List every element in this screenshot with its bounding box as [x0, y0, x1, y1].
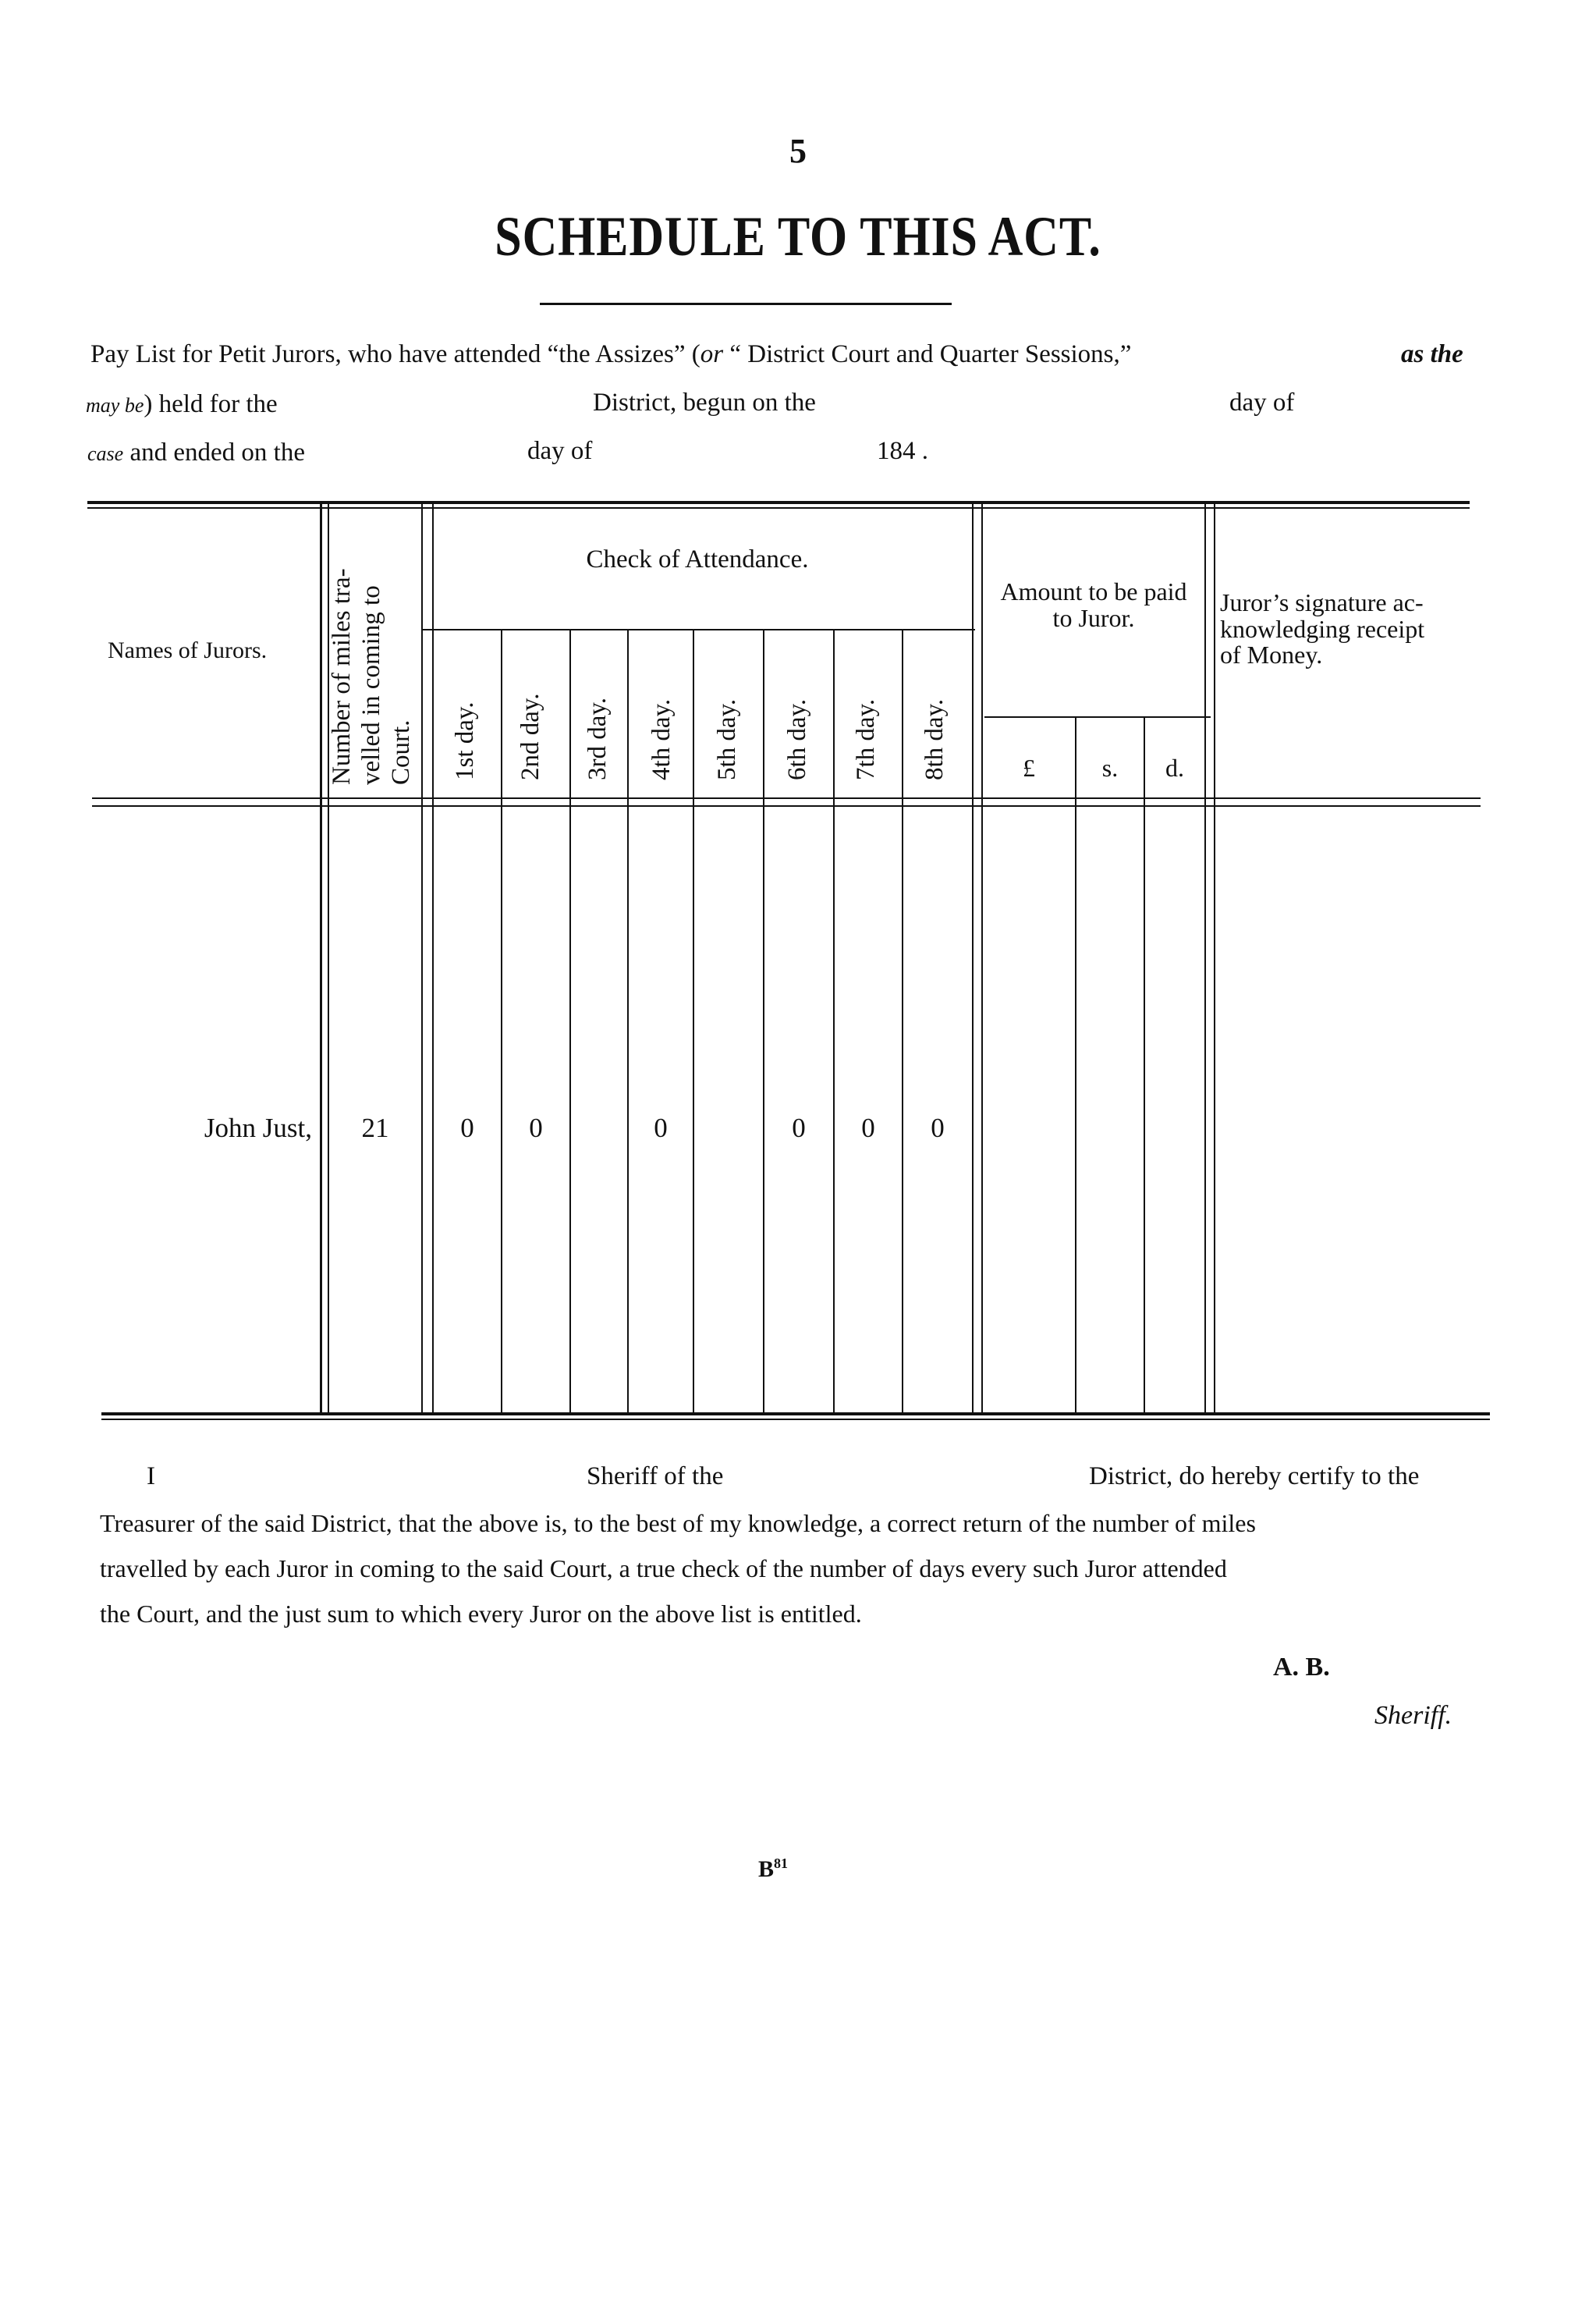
signer-title: Sheriff. — [1374, 1701, 1452, 1730]
table-bottom-rule — [101, 1412, 1490, 1415]
vline-day8-2 — [981, 504, 983, 1415]
certificate-line-3: travelled by each Juror in coming to the said Court, a true check of the number of days every such Juror attended — [100, 1554, 1227, 1582]
header-amount — [983, 579, 1204, 631]
preamble-or: or — [700, 340, 724, 368]
day-1-check: 0 — [460, 1113, 474, 1143]
juror-name: John Just, — [204, 1113, 312, 1143]
vline-day7 — [902, 629, 903, 1415]
header-names-of-jurors: Names of Jurors. — [108, 637, 268, 663]
header-amount-line-2: to Juror. — [1052, 603, 1135, 632]
header-day-7: 7th day. — [852, 698, 880, 780]
vline-day6 — [833, 629, 835, 1415]
header-signature-line-1: Juror’s signature ac- — [1220, 588, 1424, 616]
table-top-rule-2 — [87, 507, 1470, 509]
vline-day2 — [569, 629, 571, 1415]
header-day-1: 1st day. — [451, 701, 479, 780]
vline-day3 — [627, 629, 629, 1415]
header-day-3: 3rd day. — [583, 698, 612, 780]
vline-day1 — [501, 629, 502, 1415]
preamble-year: 184 . — [877, 437, 928, 465]
header-check-of-attendance: Check of Attendance. — [586, 545, 809, 574]
preamble-held-for: ) held for the — [144, 390, 278, 418]
preamble-day-of: day of — [1229, 389, 1295, 417]
margin-case: case — [87, 442, 124, 465]
header-day-5: 5th day. — [713, 698, 741, 780]
day-2-check: 0 — [529, 1113, 543, 1143]
header-pounds: £ — [1023, 754, 1035, 782]
footer-signature-mark — [758, 1856, 788, 1883]
vline-day4 — [693, 629, 694, 1415]
day-8-check: 0 — [931, 1113, 945, 1143]
day-4-check: 0 — [654, 1113, 668, 1143]
vline-pence — [1204, 504, 1206, 1415]
vline-shillings — [1144, 716, 1145, 1415]
vline-day5 — [763, 629, 764, 1415]
certificate-line-4: the Court, and the just sum to which every Juror on the above list is entitled. — [100, 1600, 862, 1628]
table-bottom-rule-2 — [101, 1419, 1490, 1420]
attendance-subrule — [423, 629, 975, 630]
vline-day8 — [972, 504, 974, 1415]
header-rule — [92, 797, 1481, 799]
header-signature — [1220, 590, 1485, 669]
vline-miles-2 — [432, 504, 434, 1415]
page-number: 5 — [789, 132, 807, 170]
vline-names — [320, 504, 322, 1415]
title-rule — [540, 303, 952, 305]
table-top-rule — [87, 501, 1470, 504]
preamble-text: Pay List for Petit Jurors, who have attended “the Assizes” ( — [90, 340, 700, 368]
header-signature-line-2: knowledging receipt — [1220, 614, 1425, 643]
amount-subrule — [984, 716, 1211, 718]
preamble-as-the: as the — [1401, 340, 1463, 368]
preamble-day-of-2: day of — [527, 437, 593, 465]
preamble-line-3 — [87, 440, 305, 466]
certificate-sheriff-of: Sheriff of the — [587, 1462, 724, 1490]
header-day-6: 6th day. — [783, 698, 811, 780]
page-title: SCHEDULE TO THIS ACT. — [495, 205, 1101, 268]
vline-miles — [421, 504, 423, 1415]
vline-pounds — [1075, 716, 1076, 1415]
preamble-line-2 — [86, 392, 278, 417]
juror-miles: 21 — [361, 1113, 389, 1143]
vline-pence-2 — [1214, 504, 1215, 1415]
header-shillings: s. — [1101, 754, 1119, 782]
signer-initials: A. B. — [1273, 1653, 1330, 1682]
preamble-district-begun: District, begun on the — [593, 389, 816, 417]
certificate-i: I — [147, 1462, 155, 1490]
preamble-courts: “ District Court and Quarter Sessions,” — [723, 340, 1132, 368]
header-miles-line-3: Court. — [387, 719, 415, 785]
header-miles-line-2: velled in coming to — [357, 585, 385, 785]
header-rule-2 — [92, 805, 1481, 807]
certificate-district: District, do hereby certify to the — [1089, 1462, 1420, 1490]
header-pence: d. — [1165, 754, 1184, 782]
header-amount-line-1: Amount to be paid — [1000, 577, 1187, 605]
header-day-8: 8th day. — [920, 698, 949, 780]
preamble-ended: and ended on the — [129, 439, 305, 467]
margin-may-be: may be — [86, 394, 144, 417]
preamble-line-1 — [90, 342, 1131, 368]
day-6-check: 0 — [792, 1113, 806, 1143]
header-day-2: 2nd day. — [516, 693, 544, 780]
header-miles-line-1: Number of miles tra- — [328, 568, 356, 785]
footer-mark-number: 81 — [774, 1856, 789, 1871]
header-signature-line-3: of Money. — [1220, 641, 1323, 669]
footer-mark-letter: B — [758, 1856, 775, 1882]
header-day-4: 4th day. — [647, 698, 676, 780]
certificate-line-2: Treasurer of the said District, that the above is, to the best of my knowledge, a correct return of the number of miles — [100, 1509, 1256, 1537]
day-7-check: 0 — [861, 1113, 875, 1143]
